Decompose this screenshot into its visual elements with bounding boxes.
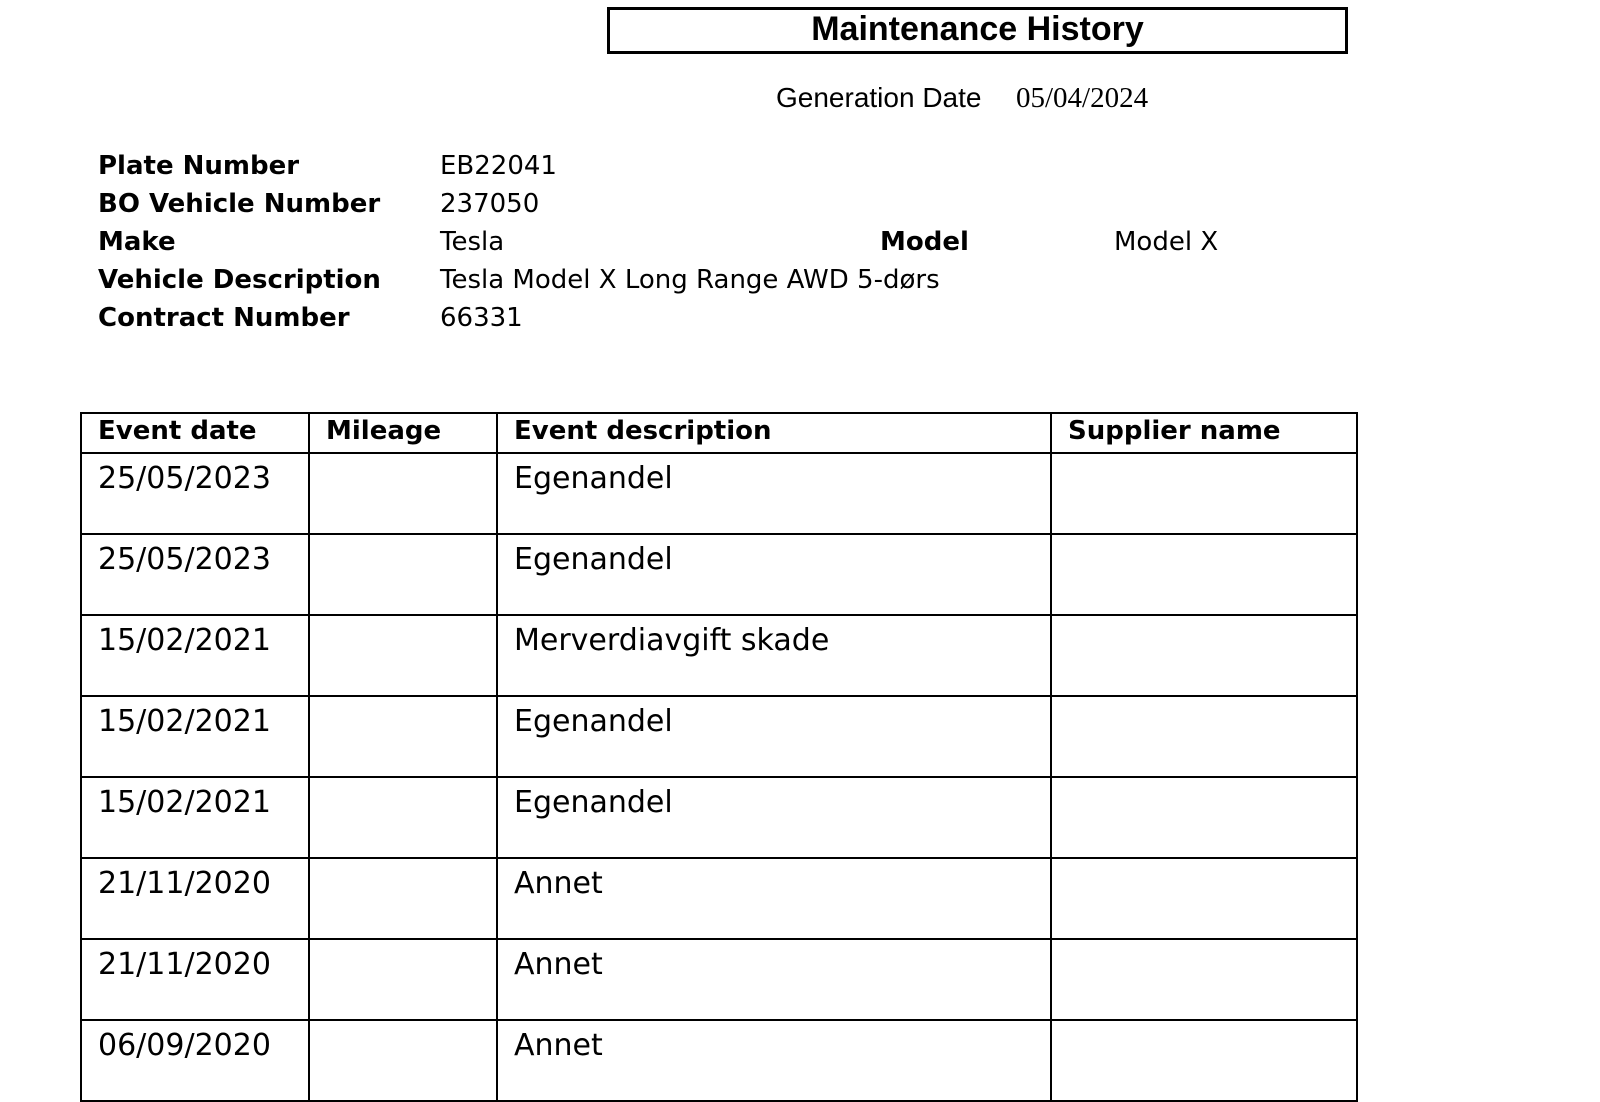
mileage-cell [309,453,497,534]
table-row [81,534,1357,615]
mileage-cell [309,615,497,696]
supplier-name-cell [1051,858,1357,939]
column-header-mileage: Mileage [309,413,497,453]
event-date-cell: 15/02/2021 [81,615,309,696]
event-description-cell: Egenandel [497,453,1051,534]
supplier-name-cell [1051,615,1357,696]
event-description-cell: Annet [497,858,1051,939]
event-date-cell: 21/11/2020 [81,939,309,1020]
model-value: Model X [1114,227,1219,257]
supplier-name-cell [1051,777,1357,858]
event-description-cell: Egenandel [497,777,1051,858]
bo-vehicle-number-label: BO Vehicle Number [98,189,381,219]
mileage-cell [309,696,497,777]
generation-date [776,80,1148,116]
supplier-name-cell [1051,534,1357,615]
supplier-name-cell [1051,453,1357,534]
mileage-cell [309,858,497,939]
event-description-cell: Annet [497,1020,1051,1101]
mileage-cell [309,1020,497,1101]
column-header-event-date: Event date [81,413,309,453]
event-description-cell: Annet [497,939,1051,1020]
maintenance-events-table [80,412,1358,1102]
event-date-cell: 15/02/2021 [81,696,309,777]
table-row [81,696,1357,777]
table-row [81,1020,1357,1101]
event-description-cell: Egenandel [497,696,1051,777]
contract-number-label: Contract Number [98,303,350,333]
table-row [81,777,1357,858]
mileage-cell [309,777,497,858]
make-label: Make [98,227,176,257]
event-date-cell: 06/09/2020 [81,1020,309,1101]
column-header-event-description: Event description [497,413,1051,453]
generation-date-label: Generation Date [776,82,982,113]
table-row [81,453,1357,534]
plate-number-label: Plate Number [98,151,300,181]
supplier-name-cell [1051,939,1357,1020]
table-header-row [81,413,1357,453]
table-row [81,939,1357,1020]
plate-number-value: EB22041 [440,151,557,181]
table-row [81,615,1357,696]
mileage-cell [309,534,497,615]
supplier-name-cell [1051,1020,1357,1101]
event-date-cell: 15/02/2021 [81,777,309,858]
event-description-cell: Egenandel [497,534,1051,615]
event-date-cell: 25/05/2023 [81,534,309,615]
event-description-cell: Merverdiavgift skade [497,615,1051,696]
generation-date-value: 05/04/2024 [1016,82,1149,114]
table-row [81,858,1357,939]
model-label: Model [880,227,969,257]
event-date-cell: 21/11/2020 [81,858,309,939]
bo-vehicle-number-value: 237050 [440,189,540,219]
contract-number-value: 66331 [440,303,523,333]
column-header-supplier-name: Supplier name [1051,413,1357,453]
page-title: Maintenance History [607,7,1348,54]
make-value: Tesla [440,227,505,257]
vehicle-description-value: Tesla Model X Long Range AWD 5-dørs [440,265,940,295]
event-date-cell: 25/05/2023 [81,453,309,534]
vehicle-description-label: Vehicle Description [98,265,381,295]
mileage-cell [309,939,497,1020]
supplier-name-cell [1051,696,1357,777]
